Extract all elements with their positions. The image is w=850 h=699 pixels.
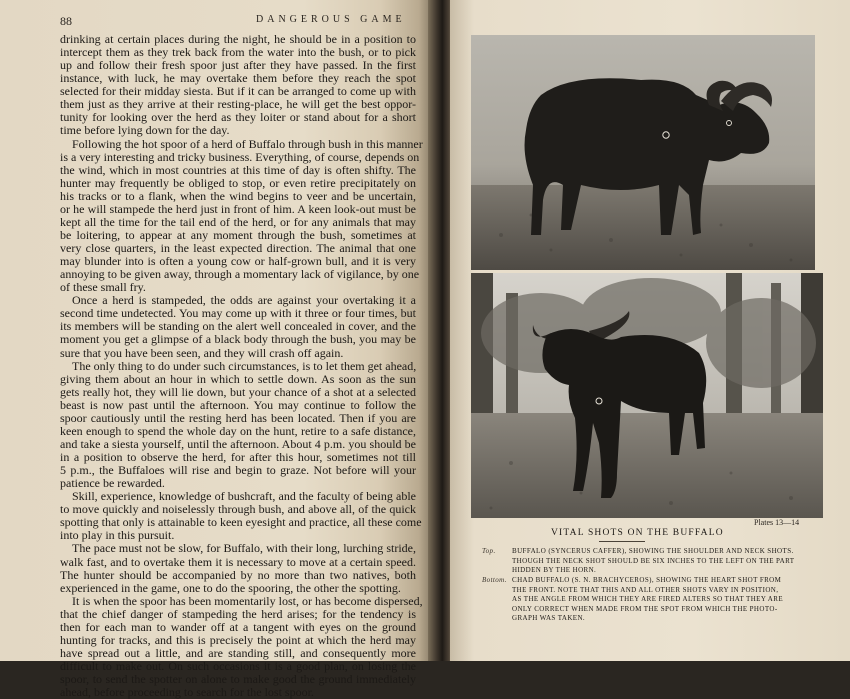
text-line: The hunter should be accompanied by no more than two natives, both: [60, 567, 416, 582]
text-line: spoor cautiously until the resting herd has been located. Then if you are: [60, 410, 416, 425]
text-line: Skill, experience, knowledge of bushcraft, and the faculty of being able: [72, 489, 416, 504]
text-line: is a very interesting and tricky business. Everything, of course, depends on: [60, 149, 420, 164]
text-line: selected for their midday siesta. But if it can be arranged to come up with: [60, 84, 416, 99]
caption-line: GRAPH WAS TAKEN.: [512, 614, 586, 623]
text-line: hunting for tracks, and this is precisely the point at which the herd may: [60, 632, 416, 647]
text-line: be loitering, to appear at any moment through the bush, sometimes at: [60, 227, 416, 242]
text-line: very close quarters, in the least expected direction. The animal that one: [60, 241, 416, 255]
caption-line: CHAD BUFFALO (S. N. BRACHYCEROS), SHOWING THE HEART SHOT FROM: [512, 576, 782, 584]
text-line: gets really hot, they will lie down, but your chance of a shot at a selected: [60, 384, 416, 399]
text-line: The pace must not be slow, for Buffalo, with their long, lurching stride,: [72, 541, 416, 556]
caption-line: THE FRONT. NOTE THAT THIS AND ALL OTHER SHOTS VARY IN POSITION,: [512, 585, 779, 594]
chad-buffalo-photo: [471, 273, 823, 518]
text-line: experienced in the game, one to do the spooring, the other the spotting.: [60, 580, 401, 595]
buffalo-side-photo: [471, 35, 815, 270]
text-line: the wind, which in most countries at this time of day is often shifty. The: [60, 162, 416, 177]
text-line: that the chief danger of stampeding the herd arises; for the tendency is: [60, 606, 416, 621]
text-line: or he will stampede the herd just in front of him. A keen look-out must be: [60, 201, 416, 216]
text-line: The only thing to do under such circumstances, is to let them get ahead,: [72, 358, 417, 373]
caption-top-label: Top.: [482, 547, 496, 555]
caption-bottom-label: Bottom.: [482, 576, 507, 584]
text-line: difficult to make out. On such occasions it is a good plan, on losing the: [60, 659, 416, 673]
caption-bottom: [482, 576, 812, 624]
text-line: second time undetected. You may come up with it three or four times, but: [60, 306, 416, 321]
chad-buffalo-illustration: [471, 273, 823, 518]
caption-line: HIDDEN BY THE HORN.: [512, 566, 597, 575]
text-line: giving them about an hour in which to settle down. As soon as the sun: [60, 371, 416, 386]
text-line: beast is now past until the afternoon. You may continue to follow the: [60, 397, 416, 412]
text-line: ahead, before proceeding to search for the lost spoor.: [60, 685, 314, 699]
running-head: DANGEROUS GAME: [256, 14, 406, 25]
text-line: its members will be standing on the alert well concealed in cover, and the: [60, 319, 416, 334]
caption-title: VITAL SHOTS ON THE BUFFALO: [551, 528, 724, 538]
text-line: drinking at certain places during the night, he should be in a position to: [60, 32, 416, 46]
text-line: moment you get a glimpse of a black body through the bush, you may be: [60, 332, 416, 347]
text-line: intercept them as they trek back from the water into the bush, or to pick: [60, 45, 416, 60]
page-number: 88: [60, 14, 72, 28]
text-line: kept all the time for the tail end of the herd, or for any animals that may: [60, 214, 416, 229]
caption-line: ONLY CORRECT WHEN MADE FROM THE SPOT FROM WHICH THE PHOTO-: [512, 604, 778, 613]
text-line: patience be rewarded.: [60, 476, 165, 491]
caption-top: [482, 547, 812, 576]
text-line: into play in this pursuit.: [60, 528, 175, 543]
text-line: Once a herd is stampeded, the odds are against your overtaking it a: [72, 293, 416, 308]
text-line: spotting that only is attainable to keen eyesight and practice, all these come: [60, 515, 422, 530]
text-line: walk fast, and to overtake them it is necessary to move at a certain speed.: [60, 554, 416, 569]
text-line: then for each man to wander off at a tangent with eyes on the ground: [60, 619, 416, 634]
text-line: annoying to be given away, through a momentary lack of vigilance, by one: [60, 267, 420, 282]
text-line: spoor, to send the spotter on alone to make good the ground immediately: [60, 672, 416, 687]
text-line: It is when the spoor has been momentarily lost, or has become dispersed,: [72, 593, 423, 608]
text-line: hunter may frequently be obliged to stop, or even retire precipitately on: [60, 175, 416, 190]
text-line: up and follow their fresh spoor just after they have passed. In the first: [60, 58, 416, 73]
buffalo-side-illustration: [471, 35, 815, 270]
text-line: to move quickly and noiselessly through bush, and above all, of the quick: [60, 502, 416, 517]
text-line: and take a siesta yourself, until the afternoon. About 4 p.m. you should be: [60, 436, 416, 451]
plates-label: Plates 13—14: [754, 518, 800, 527]
text-line: in a position to observe the herd, for after this hour, sometimes not till: [60, 450, 416, 464]
caption-line: THOUGH THE NECK SHOT SHOULD BE SIX INCHES TO THE LEFT ON THE PART: [512, 556, 795, 565]
body-text: [60, 32, 423, 699]
text-line: keen enough to spend the whole day on the hunt, retire to a safe distance,: [60, 423, 416, 438]
caption-line: BUFFALO (SYNCERUS CAFFER), SHOWING THE SHOULDER AND NECK SHOTS.: [512, 547, 794, 555]
caption-divider: [599, 541, 645, 542]
text-line: time before lying down for the day.: [60, 123, 230, 138]
text-line: sure that you have been seen, and they will crash off again.: [60, 345, 344, 360]
text-line: Following the hot spoor of a herd of Buffalo through bush in this manner: [72, 136, 423, 151]
right-page: [450, 0, 850, 661]
text-line: 5 p.m., the Buffaloes will rise and begin to graze. Not before will your: [60, 463, 416, 478]
text-line: of these small fry.: [60, 280, 146, 295]
text-line: may blunder into is often a young cow or half-grown bull, and it is very: [60, 254, 416, 269]
text-line: tunity for looking over the herd as they loiter or stand about for a short: [60, 110, 416, 125]
text-line: have spread out a little, and are standing still, and consequently more: [60, 645, 416, 660]
text-line: them just as they arrive at their resting-place, he will get the best oppor-: [60, 97, 416, 112]
text-line: his tracks or to a flank, when the wind begins to veer and be uncertain,: [60, 188, 416, 203]
text-line: instance, with luck, he may overtake them before they reach the spot: [60, 71, 416, 86]
caption-line: AS THE ANGLE FROM WHICH THEY ARE FIRED ALTERS SO THAT THEY ARE: [512, 595, 783, 604]
